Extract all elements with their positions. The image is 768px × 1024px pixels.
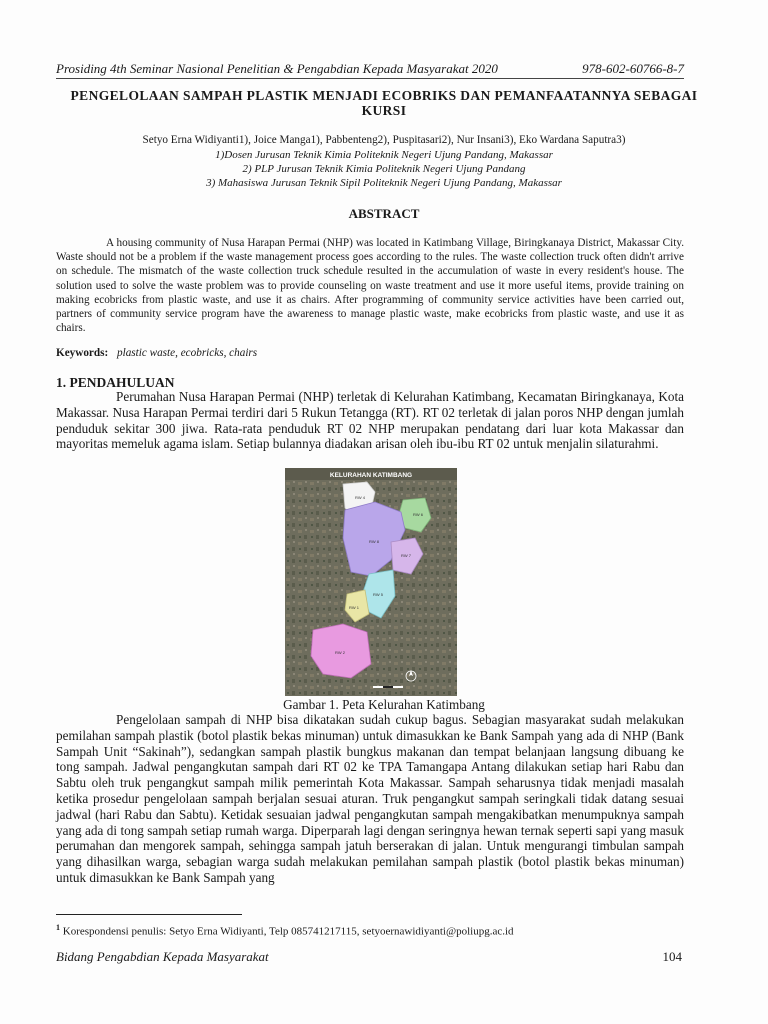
abstract-text: A housing community of Nusa Harapan Permai (NHP) was located in Katimbang Village, Biringkanaya District, Makassar City. Waste should not be a problem if the waste management process goes according to the rules. The waste collection truck often didn't arrive on schedule. The mismatch of the waste collection truck schedule resulted in the accumulation of waste in every resident's house. The solution used to solve the waste problem was to provide counseling on waste treatment and use it more useful items, provide training on making ecobricks from plastic waste, and use it as chairs. After programming of community service activities have been carried out, partners of community service program have the awareness to manage plastic waste, make ecobricks from plastic waste, and use it as chairs. xyxy=(56,237,684,335)
zone-label: RW 4 xyxy=(355,495,365,500)
proceedings-title: Prosiding 4th Seminar Nasional Penelitian & Pengabdian Kepada Masyarakat 2020 xyxy=(56,61,498,76)
zone-label: RW 1 xyxy=(349,605,359,610)
author-list: Setyo Erna Widiyanti1), Joice Manga1), Pabbenteng2), Puspitasari2), Nur Insani3), Eko Wardana Saputra3) xyxy=(142,134,626,146)
affiliation-2: 2) PLP Jurusan Teknik Kimia Politeknik Negeri Ujung Pandang xyxy=(242,163,526,175)
map-title: KELURAHAN KATIMBANG xyxy=(329,472,413,479)
zone-label: RW 7 xyxy=(401,553,411,558)
footnote-marker: 1 xyxy=(56,923,60,932)
paper-title: PENGELOLAAN SAMPAH PLASTIK MENJADI ECOBRIKS DAN PEMANFAATANNYA SEBAGAI KURSI xyxy=(70,88,698,118)
section-heading: 1. PENDAHULUAN xyxy=(56,375,175,390)
paragraph-2: Pengelolaan sampah di NHP bisa dikatakan sudah cukup bagus. Sebagian masyarakat sudah melakukan pemilahan sampah plastik (botol plastik bekas minuman) untuk dimasukkan ke Bank Sampah yang ada di NHP (Bank Sampah Unit “Sakinah”), sedangkan sampah plastik bungkus makanan dan tempat belanjaan langsung dibuang ke tong sampah. Jadwal pengangkutan sampah dari RT 02 ke TPA Tamangapa Antang dilakukan setiap hari Rabu dan Sabtu oleh truk pengangkut sampah milik pemerintah Kota Makassar. Sampah seharusnya tidak menjadi masalah ketika prosedur pengelolaan sampah berjalan sesuai aturan. Truk pengangkut sampah seringkali tidak datang sesuai jadwal (hari Rabu dan Sabtu). Ketidak sesuaian jadwal pengangkutan sampah mengakibatkan menumpuknya sampah yang ada di tong sampah setiap rumah warga. Diperparah lagi dengan seringnya hewan ternak seperti sapi yang masuk perumahan dan mengorek sampah, sehingga sampah jatuh berserakan di jalan. Untuk mengurangi timbulan sampah yang dihasilkan warga, sebagian warga sudah melakukan pemilahan sampah plastik (botol plastik bekas minuman) untuk dimasukkan ke Bank Sampah yang xyxy=(56,712,684,885)
zone-label: RW 8 xyxy=(369,539,379,544)
paragraph-1: Perumahan Nusa Harapan Permai (NHP) terletak di Kelurahan Katimbang, Kecamatan Biringkanaya, Kota Makassar. Nusa Harapan Permai terdiri dari 5 Rukun Tetangga (RT). RT 02 terletak di jalan poros NHP dengan jumlah penduduk sekitar 300 jiwa. Rata-rata penduduk RT 02 NHP merupakan pendatang dari luar kota Makassar dan mayoritas memeluk agama islam. Setiap bulannya diadakan arisan oleh ibu-ibu RT 02 untuk menjalin silaturahmi. xyxy=(56,389,684,452)
footnote-text: Korespondensi penulis: Setyo Erna Widiyanti, Telp 085741217115, setyoernawidiyanti@poliupg.ac.id xyxy=(62,925,514,938)
figure-caption: Gambar 1. Peta Kelurahan Katimbang xyxy=(283,697,485,712)
keywords-label: Keywords: xyxy=(56,347,109,359)
running-header xyxy=(56,60,684,79)
abstract-heading: ABSTRACT xyxy=(348,206,420,221)
scale-bar xyxy=(373,686,403,688)
keywords-values: plastic waste, ecobricks, chairs xyxy=(117,347,258,359)
footnote xyxy=(56,921,696,939)
affiliation-1: 1)Dosen Jurusan Teknik Kimia Politeknik Negeri Ujung Pandang, Makassar xyxy=(215,149,553,161)
affiliation-3: 3) Mahasiswa Jurusan Teknik Sipil Politeknik Negeri Ujung Pandang, Makassar xyxy=(206,177,562,189)
page-number: 104 xyxy=(662,949,682,964)
map-figure xyxy=(285,468,457,696)
footer-section-name: Bidang Pengabdian Kepada Masyarakat xyxy=(56,949,269,964)
keywords xyxy=(56,346,684,360)
affiliations xyxy=(70,148,698,190)
isbn: 978-602-60766-8-7 xyxy=(582,61,684,76)
zone-label: RW 5 xyxy=(373,592,383,597)
zone-label: RW 6 xyxy=(413,512,423,517)
zone-label: RW 2 xyxy=(335,650,345,655)
footnote-divider xyxy=(56,914,242,915)
